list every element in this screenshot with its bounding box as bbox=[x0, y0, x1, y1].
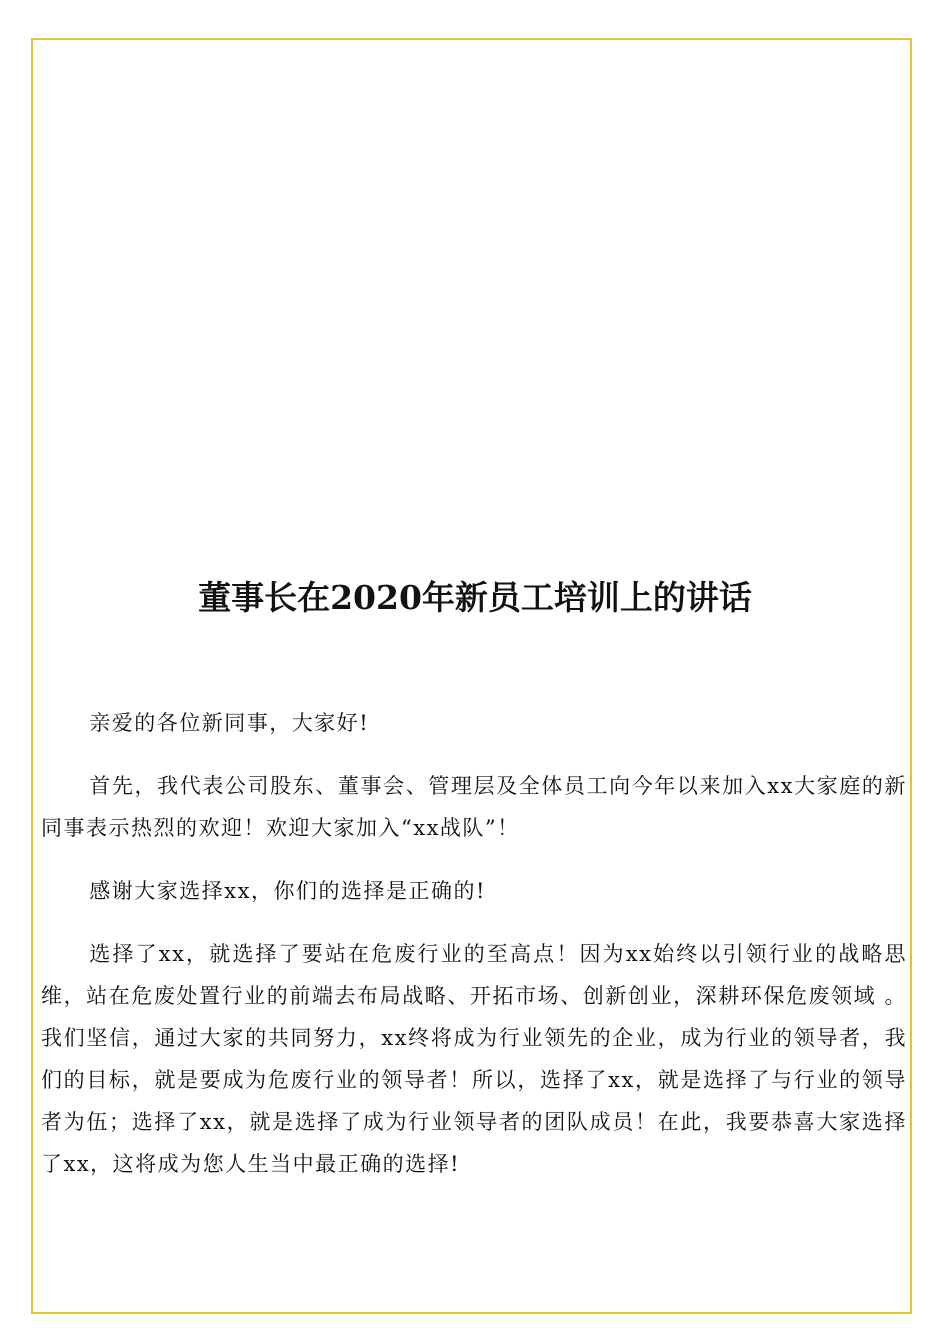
welcome-paragraph: 首先，我代表公司股东、董事会、管理层及全体员工向今年以来加入xx大家庭的新同事表示热烈的欢迎！欢迎大家加入“xx战队”！ bbox=[41, 774, 907, 840]
thanks-paragraph: 感谢大家选择xx，你们的选择是正确的! bbox=[89, 879, 486, 903]
greeting-paragraph: 亲爱的各位新同事，大家好! bbox=[89, 711, 370, 735]
document-body bbox=[41, 702, 907, 1206]
choice-paragraph: 选择了xx，就选择了要站在危废行业的至高点！因为xx始终以引领行业的战略思维，站在危废处置行业的前端去布局战略、开拓市场、创新创业，深耕环保危废领域 。我们坚信，通过大家的共同努力，xx终将成为行业领先的企业，成为行业的领导者，我们的目标，就是要成为危废行业的领导者！所以，选择了xx，就是选择了与行业的领导者为伍；选择了xx，就是选择了成为行业领导者的团队成员！在此，我要恭喜大家选择了xx，这将成为您人生当中最正确的选择! bbox=[41, 942, 907, 1176]
document-title: 董事长在2020年新员工培训上的讲话 bbox=[198, 578, 752, 617]
